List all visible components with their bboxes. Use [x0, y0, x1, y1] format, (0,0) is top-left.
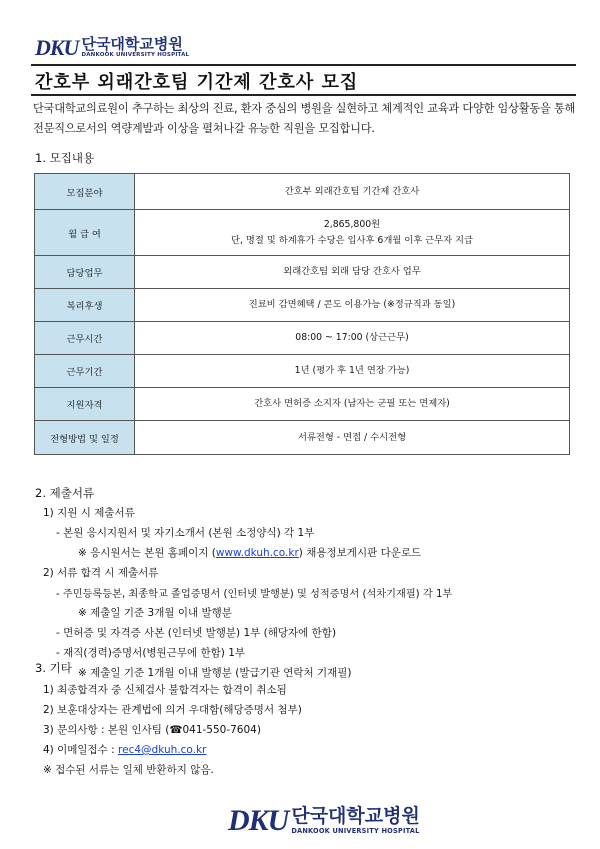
recruitment-value-line: 2,865,800원: [323, 218, 381, 230]
recruitment-value: [135, 210, 570, 256]
recruitment-row: [35, 388, 570, 421]
recruitment-value-line: 1년 (평가 후 1년 연장 가능): [294, 365, 410, 376]
recruitment-value-line: 진료비 감면혜택 / 콘도 이용가능 (※정규직과 동일): [248, 299, 456, 310]
title-rule-bottom: [31, 94, 576, 96]
recruitment-label: 근무기간: [35, 355, 135, 388]
recruitment-row: [35, 210, 570, 256]
recruitment-label: 지원자격: [35, 388, 135, 421]
recruitment-label: 복리후생: [35, 289, 135, 322]
logo-mark: DKU: [228, 804, 289, 837]
logo-korean-name: 단국대학교병원: [291, 805, 420, 828]
recruitment-value: [135, 289, 570, 322]
recruitment-value-line: 간호사 면허증 소지자 (남자는 군필 또는 면제자): [254, 398, 450, 409]
section-heading-etc: 3. 기타: [35, 661, 72, 675]
hospital-logo-top: [35, 37, 189, 59]
title-rule-top: [31, 64, 576, 66]
recruitment-value: [135, 174, 570, 210]
doc-note-1month: ※ 제출일 기준 1개월 이내 발행분 (발급기관 연락처 기재필): [78, 667, 352, 679]
recruitment-value-line: 08:00 ~ 17:00 (상근근무): [295, 332, 409, 343]
logo-english-name: DANKOOK UNIVERSITY HOSPITAL: [81, 52, 190, 59]
doc-note-3months: ※ 제출일 기준 3개월 이내 발행분: [78, 607, 232, 619]
recruitment-row: [35, 322, 570, 355]
recruitment-value: [135, 421, 570, 455]
recruitment-value: [135, 256, 570, 289]
doc-item-employment-cert: - 재직(경력)증명서(병원근무에 한함) 1부: [56, 647, 246, 659]
homepage-link[interactable]: www.dkuh.co.kr: [215, 547, 299, 559]
etc-item-inquiry: 3) 문의사항 : 본원 인사팀 (☎041-550-7604): [43, 724, 261, 736]
intro-paragraph: 단국대학교의료원이 추구하는 최상의 진료, 환자 중심의 병원을 실현하고 체계적인 교육과 다양한 임상활동을 통해 전문직으로서의 역량계발과 이상을 펼쳐나갈 유능한 직원을 모집합니다.: [33, 102, 576, 135]
recruitment-row: [35, 355, 570, 388]
recruitment-label: 전형방법 및 일정: [35, 421, 135, 455]
recruitment-value-line: 단, 명절 및 하계휴가 수당은 입사후 6개월 이후 근무자 지급: [230, 234, 474, 246]
recruitment-value: [135, 322, 570, 355]
section-heading-documents: 2. 제출서류: [35, 486, 95, 500]
doc-item-certificates: - 주민등록등본, 최종학교 졸업증명서 (인터넷 발행분) 및 성적증명서 (석차기재필) 각 1부: [56, 589, 453, 600]
recruitment-row: [35, 421, 570, 455]
doc-subheading-pass: 2) 서류 합격 시 제출서류: [43, 567, 159, 579]
etc-item-email: 4) 이메일접수 : rec4@dkuh.co.kr: [43, 744, 207, 756]
recruitment-value: [135, 388, 570, 421]
doc-item-application-form: - 본원 응시지원서 및 자기소개서 (본원 소정양식) 각 1부: [56, 527, 315, 539]
recruitment-row: [35, 174, 570, 210]
logo-mark: DKU: [35, 35, 79, 60]
etc-item-physical-exam: 1) 최종합격자 중 신체검사 불합격자는 합격이 취소됨: [43, 684, 287, 696]
email-link[interactable]: rec4@dkuh.co.kr: [118, 744, 207, 756]
doc-item-license: - 면허증 및 자격증 사본 (인터넷 발행분) 1부 (해당자에 한함): [56, 627, 337, 639]
logo-korean-name: 단국대학교병원: [81, 35, 183, 54]
recruitment-row: [35, 256, 570, 289]
hospital-logo-bottom: [228, 806, 420, 836]
etc-note-no-return: ※ 접수된 서류는 일체 반환하지 않음.: [43, 764, 214, 776]
recruitment-value-line: 서류전형 - 면접 / 수시전형: [297, 431, 407, 443]
recruitment-value-line: 간호부 외래간호팀 기간제 간호사: [284, 185, 420, 197]
section-heading-recruitment: 1. 모집내용: [35, 151, 95, 165]
recruitment-table: [34, 173, 570, 455]
recruitment-label: 근무시간: [35, 322, 135, 355]
logo-english-name: DANKOOK UNIVERSITY HOSPITAL: [291, 827, 420, 836]
recruitment-value-line: 외래간호팀 외래 담당 간호사 업무: [283, 266, 421, 277]
doc-subheading-application: 1) 지원 시 제출서류: [43, 507, 135, 519]
recruitment-value: [135, 355, 570, 388]
recruitment-label: 모집분야: [35, 174, 135, 210]
page-title: 간호부 외래간호팀 기간제 간호사 모집: [35, 72, 359, 93]
recruitment-row: [35, 289, 570, 322]
recruitment-label: 월 급 여: [35, 210, 135, 256]
doc-note-homepage: ※ 응시원서는 본원 홈페이지 (www.dkuh.co.kr) 채용정보게시판 다운로드: [78, 547, 422, 559]
recruitment-label: 담당업무: [35, 256, 135, 289]
etc-item-veterans: 2) 보훈대상자는 관계법에 의거 우대함(해당증명서 첨부): [43, 704, 302, 716]
